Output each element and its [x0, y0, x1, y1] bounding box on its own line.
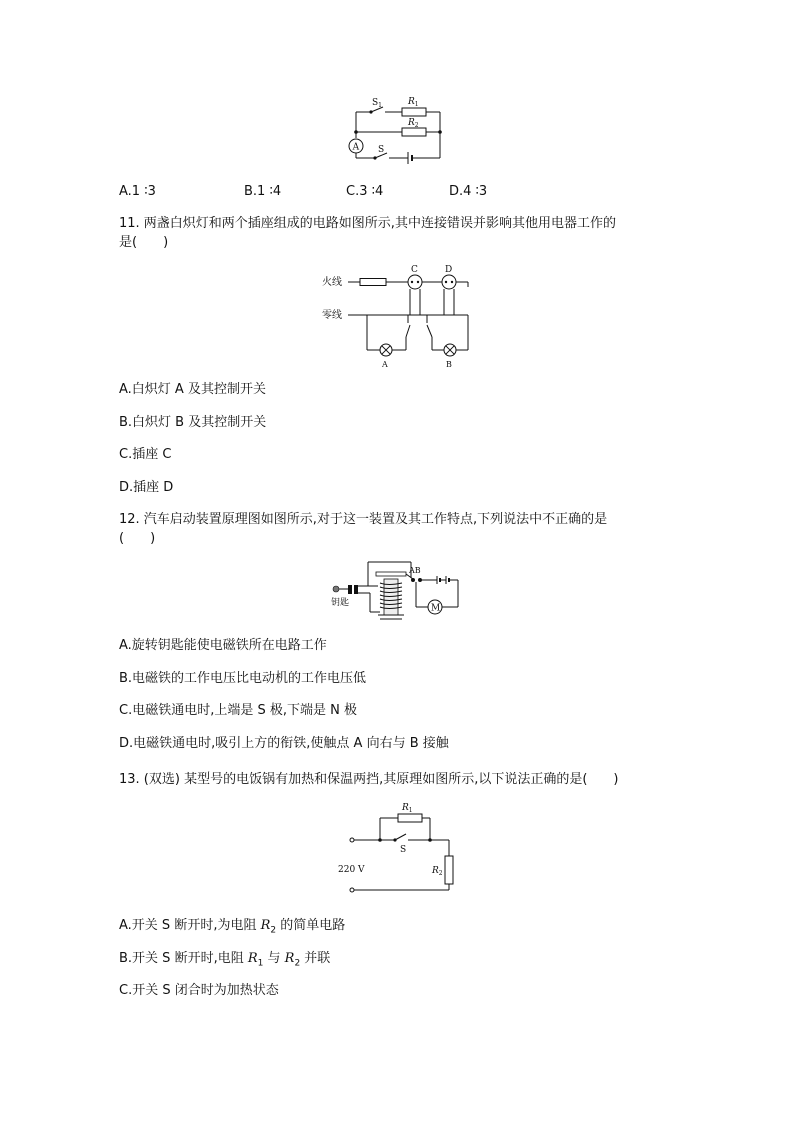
q13-r1-resistor	[398, 814, 422, 822]
q13-option-a-post: 的简单电路	[276, 918, 346, 933]
q12-stem: 12. 汽车启动装置原理图如图所示,对于这一装置及其工作特点,下列说法中不正确的是	[119, 512, 608, 527]
q13-option-b-sub2: 2	[294, 958, 301, 969]
q10-option-a: A.1 ∶3	[119, 184, 156, 199]
q11-neutral-wire-label: 零线	[322, 310, 342, 321]
q13-option-a-var: R	[260, 918, 271, 933]
q11-stem: 11. 两盏白炽灯和两个插座组成的电路如图所示,其中连接错误并影响其他用电器工作的	[119, 216, 616, 231]
q11-option-b: B.白炽灯 B 及其控制开关	[119, 415, 267, 430]
q13-option-b-post: 并联	[300, 951, 331, 966]
q13-rice-cooker-circuit-diagram	[336, 800, 460, 896]
q11-lamp-a-label: A	[382, 360, 388, 369]
q10-option-c: C.3 ∶4	[346, 184, 384, 199]
q11-socket-c	[408, 275, 422, 289]
q10-r2-label: $R_2$	[408, 118, 419, 129]
q13-option-a-pre: A.开关 S 断开时,为电阻	[119, 918, 261, 933]
q11-option-c: C.插座 C	[119, 447, 172, 462]
q12-contact-ab-label: AB	[409, 566, 421, 575]
q13-option-b-mid: 与	[263, 951, 285, 966]
q13-option-b-var1: R	[247, 951, 258, 966]
q12-option-a: A.旋转钥匙能使电磁铁所在电路工作	[119, 638, 327, 653]
q13-option-b-var2: R	[284, 951, 295, 966]
q11-stem-cont: 是( )	[119, 235, 169, 250]
q12-armature	[376, 572, 406, 576]
q10-option-b: B.1 ∶4	[244, 184, 282, 199]
q10-s-label: S	[378, 145, 385, 155]
q13-r1-label: $R_1$	[402, 803, 413, 814]
q11-household-circuit-diagram	[322, 263, 472, 371]
q11-socket-c-label: C	[411, 265, 418, 275]
q13-voltage-label: 220 V	[338, 865, 365, 875]
q13-r2-resistor	[445, 856, 453, 884]
q13-option-c: C.开关 S 闭合时为加热状态	[119, 983, 279, 998]
q10-s1-label: $S_1$	[372, 98, 382, 109]
q13-option-b-sub1: 1	[257, 958, 264, 969]
q13-option-b-pre: B.开关 S 断开时,电阻	[119, 951, 248, 966]
q12-key-label: 钥匙	[331, 598, 350, 608]
q10-r1-resistor	[402, 108, 426, 116]
q10-ammeter-label: A	[352, 142, 360, 153]
q11-option-d: D.插座 D	[119, 480, 174, 495]
q13-stem: 13. (双选) 某型号的电饭锅有加热和保温两挡,其原理如图所示,以下说法正确的是( )	[119, 772, 619, 787]
q12-stem-cont: ( )	[119, 531, 156, 546]
q11-option-a: A.白炽灯 A 及其控制开关	[119, 382, 266, 397]
q11-lamp-b-label: B	[446, 360, 452, 369]
q10-r1-label: $R_1$	[408, 97, 419, 108]
q13-r2-label: $R_2$	[432, 866, 443, 877]
q12-option-b: B.电磁铁的工作电压比电动机的工作电压低	[119, 671, 367, 686]
q10-option-d: D.4 ∶3	[449, 184, 488, 199]
q12-car-starter-diagram	[330, 557, 465, 621]
q11-fuse	[360, 279, 386, 286]
q13-option-a	[119, 917, 345, 940]
q13-s-label: S	[400, 845, 407, 855]
q10-r2-resistor	[402, 128, 426, 136]
q12-motor-label: M	[431, 603, 441, 614]
q11-live-wire-label: 火线	[322, 277, 342, 288]
q13-option-b	[119, 950, 330, 973]
q10-circuit-diagram	[340, 92, 450, 168]
q12-key-icon	[333, 586, 339, 592]
q13-option-a-sub: 2	[270, 925, 277, 936]
q11-socket-d-label: D	[445, 265, 453, 275]
q11-socket-d	[442, 275, 456, 289]
q12-option-d: D.电磁铁通电时,吸引上方的衔铁,使触点 A 向右与 B 接触	[119, 736, 449, 751]
q12-option-c: C.电磁铁通电时,上端是 S 极,下端是 N 极	[119, 703, 357, 718]
